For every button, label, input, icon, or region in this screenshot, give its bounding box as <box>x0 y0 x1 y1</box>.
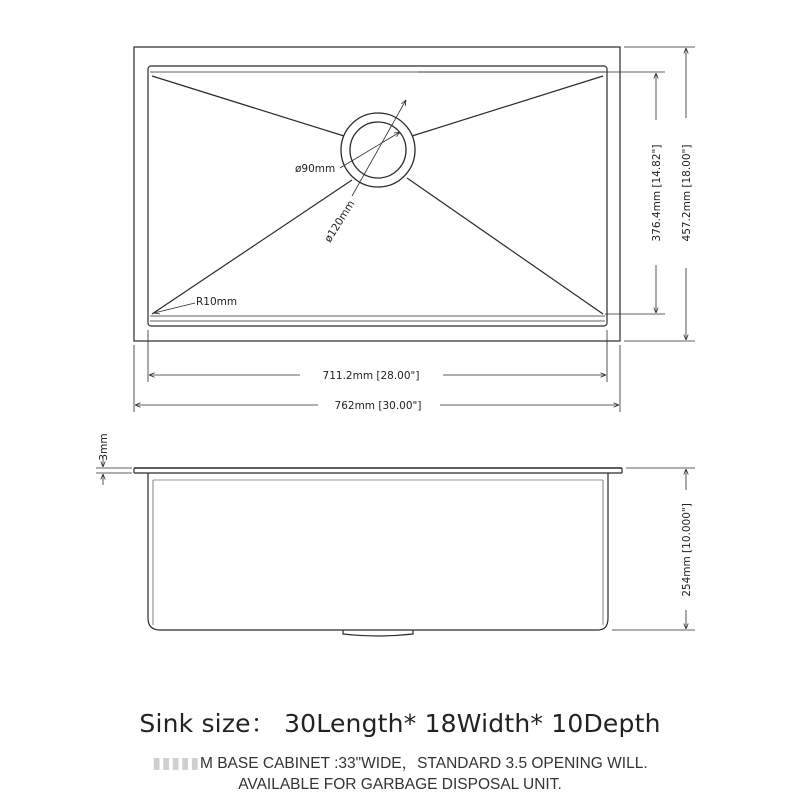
slope-line-bottom-left <box>152 180 352 314</box>
top-view <box>134 47 695 412</box>
drain-inner-diameter-label: ø90mm <box>295 163 336 175</box>
bowl-profile <box>148 473 608 630</box>
slope-line-top-right <box>412 76 603 136</box>
side-view <box>96 456 695 636</box>
inner-depth-label: 376.4mm [14.82"] <box>651 144 663 242</box>
slope-line-bottom-right <box>407 178 603 314</box>
cabinet-note-line-2: AVAILABLE FOR GARBAGE DISPOSAL UNIT. <box>238 776 562 793</box>
outer-width-label: 762mm [30.00"] <box>334 400 422 412</box>
sink-inner-bowl <box>148 66 607 326</box>
slope-line-top-left <box>152 76 344 136</box>
outer-depth-label: 457.2mm [18.00"] <box>681 144 693 242</box>
bowl-depth-label: 254mm [10.000"] <box>681 503 693 597</box>
corner-radius-label: R10mm <box>196 296 238 308</box>
inner-width-label: 711.2mm [28.00"] <box>322 370 420 382</box>
flange-thickness-label: 3mm <box>98 433 110 461</box>
drain-outlet <box>343 630 413 636</box>
cabinet-note-text: M BASE CABINET :33"WIDE，STANDARD 3.5 OPENING WILL. <box>200 755 648 772</box>
drain-outer-diameter-label: ø120mm <box>322 198 358 245</box>
sink-size-caption: Sink size： 30Length* 18Width* 10Depth <box>139 709 661 738</box>
cabinet-note-line-1 <box>0 751 800 773</box>
drain-diameter-leader-inner <box>340 132 400 168</box>
obscured-text: ▮▮▮▮▮ <box>152 755 200 772</box>
